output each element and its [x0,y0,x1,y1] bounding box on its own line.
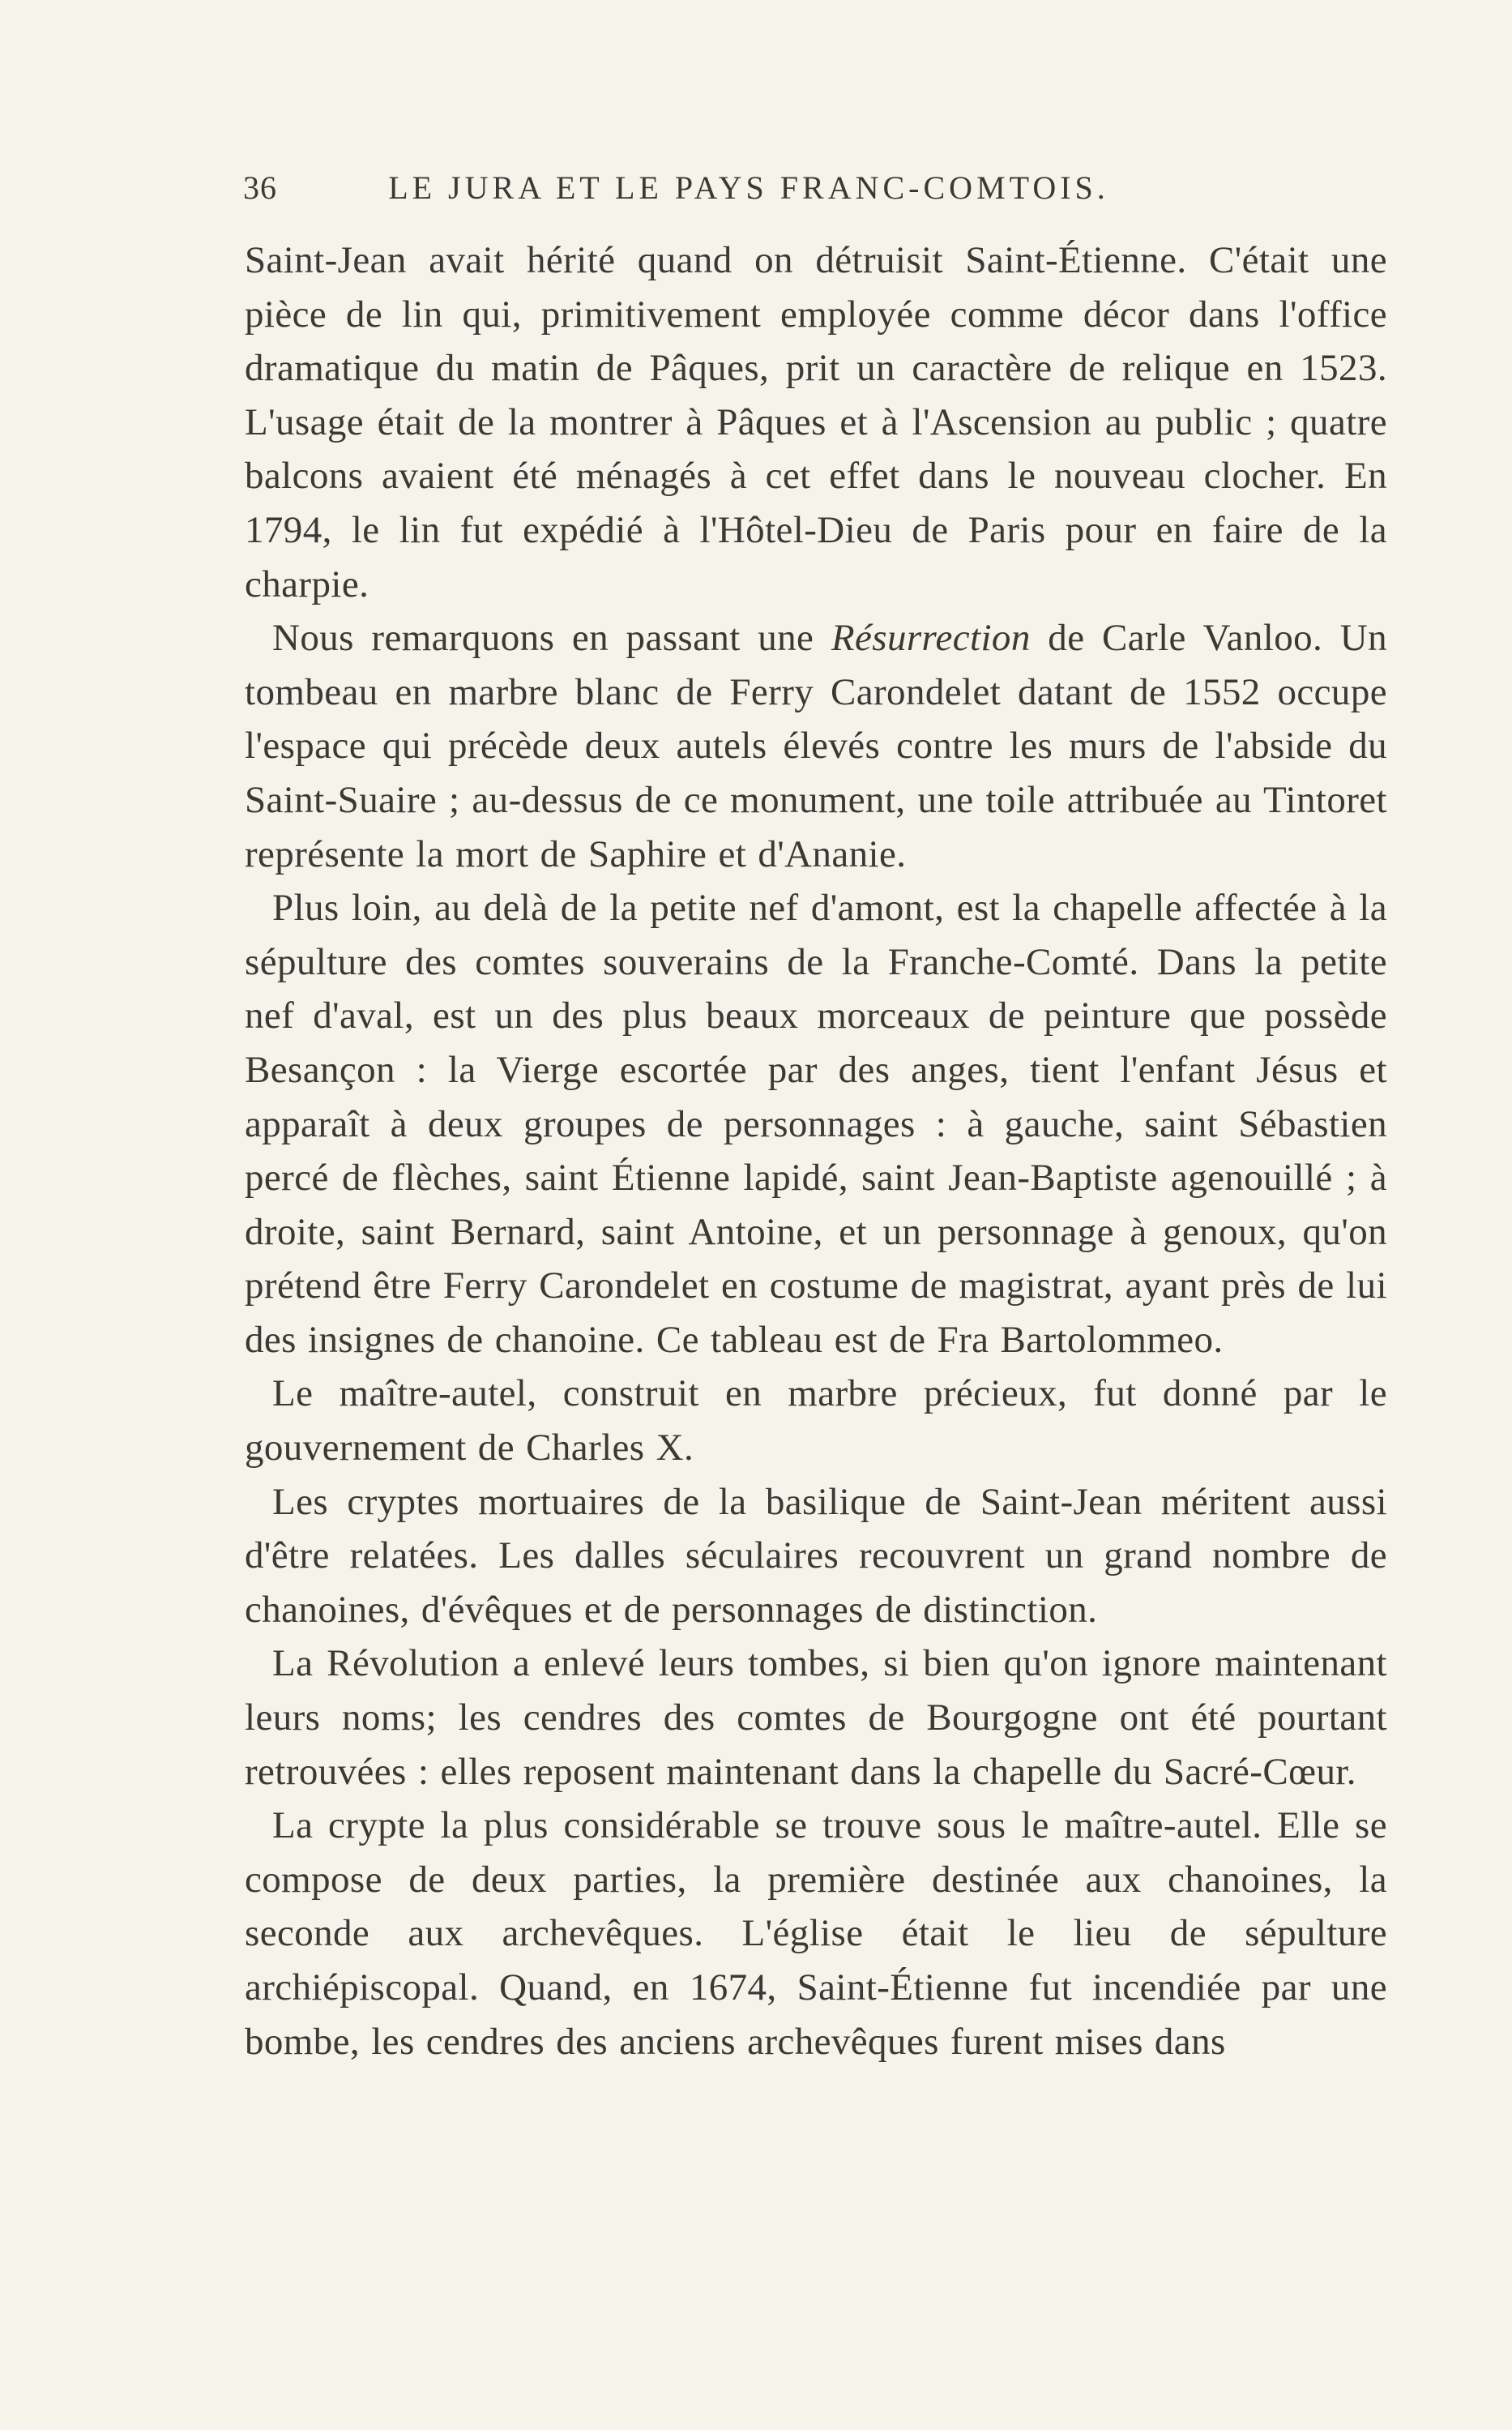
paragraph-chapelle: Plus loin, au delà de la petite nef d'amont, est la chapelle affectée à la sépulture des comtes souverains de la Franche-Comté. Dans la petite nef d'aval, est un des plus beaux morceaux de peinture que possède Besançon : la Vierge escortée par des anges, tient l'enfant Jésus et apparaît à deux groupes de personnages : à gauche, saint Sébastien percé de flèches, saint Étienne lapidé, saint Jean-Baptiste agenouillé ; à droite, saint Bernard, saint Antoine, et un personnage à genoux, qu'on prétend être Ferry Carondelet en costume de magistrat, ayant près de lui des insignes de chanoine. Ce tableau est de Fra Bartolommeo. [245,887,1387,1361]
painting-title-italic: Résurrection [831,617,1031,660]
running-head [243,169,1157,214]
running-title: LE JURA ET LE PAYS FRANC-COMTOIS. [388,169,1109,206]
paragraph-crypte: La crypte la plus considérable se trouve sous le maître-autel. Elle se compose de deux parties, la première destinée aux chanoines, la seconde aux archevêques. L'église était le lieu de sépulture archiépiscopal. Quand, en 1674, Saint-Étienne fut incendiée par une bombe, les cendres des anciens archevêques furent mises dans [245,1804,1387,2063]
paragraph-text: de Carle Vanloo. Un tombeau en marbre blanc de Ferry Carondelet datant de 1552 occupe l'espace qui précède deux autels élevés contre les murs de l'abside du Saint-Suaire ; au-dessus de ce monument, une toile attribuée au Tintoret représente la mort de Saphire et d'Ananie. [245,617,1388,875]
page-number: 36 [243,169,277,206]
paragraph-resurrection [245,611,1387,881]
paragraph-maitre-autel: Le maître-autel, construit en marbre précieux, fut donné par le gouvernement de Charles X. [245,1372,1387,1470]
body-text [245,233,1387,2068]
paragraph-text: Nous remarquons en passant une [272,617,831,660]
paragraph-continuation: Saint-Jean avait hérité quand on détruisit Saint-Étienne. C'était une pièce de lin qui, primitivement employée comme décor dans l'office dramatique du matin de Pâques, prit un caractère de relique en 1523. L'usage était de la montrer à Pâques et à l'Ascension au public ; quatre balcons avaient été ménagés à cet effet dans le nouveau clocher. En 1794, le lin fut expédié à l'Hôtel-Dieu de Paris pour en faire de la charpie. [245,239,1387,605]
paragraph-revolution: La Révolution a enlevé leurs tombes, si bien qu'on ignore maintenant leurs noms; les cendres des comtes de Bourgogne ont été pourtant retrouvées : elles reposent maintenant dans la chapelle du Sacré-Cœur. [245,1642,1387,1793]
paragraph-cryptes: Les cryptes mortuaires de la basilique de Saint-Jean méritent aussi d'être relatées. Les dalles séculaires recouvrent un grand nombre de chanoines, d'évêques et de personnages de distinction. [245,1480,1387,1631]
